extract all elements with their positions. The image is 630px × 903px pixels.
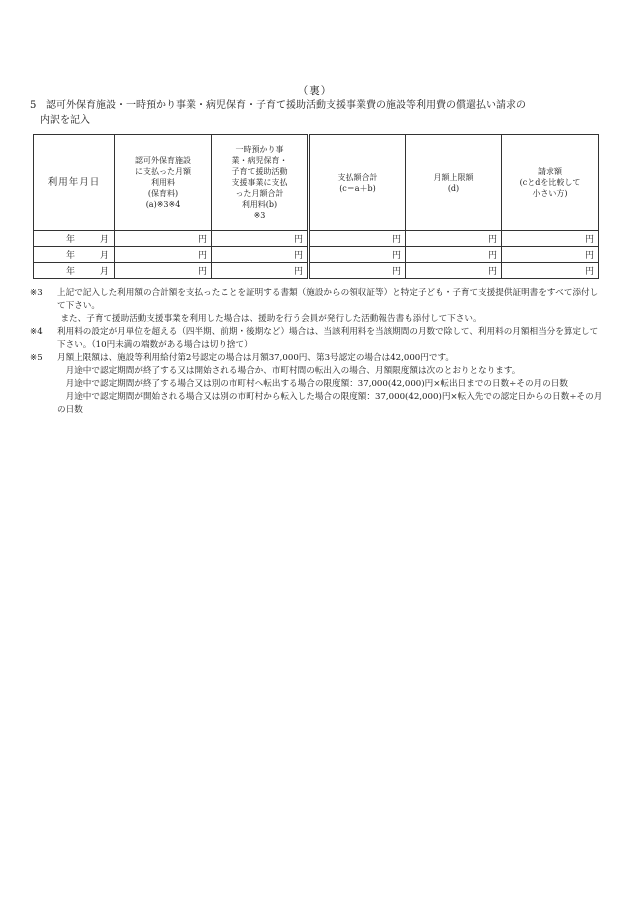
total-c-field[interactable]: 円 — [309, 231, 406, 247]
note-3-line2: また、子育て援助活動支援事業を利用した場合は、援助を行う会員が発行した活動報告書も添付して下さい。 — [60, 314, 482, 324]
usage-year-month-field[interactable]: 年 月 — [34, 231, 115, 247]
note-5-mark: ※5 — [30, 353, 43, 363]
claim-field[interactable]: 円 — [502, 231, 599, 247]
note-5-line4: 月途中で認定期間が開始される場合又は別の市町村から転入した場合の限度額：37,000(42,000)円×転入先での認定日からの日数÷その月の日数 — [57, 392, 603, 415]
usage-year-month-field[interactable]: 年 月 — [34, 247, 115, 263]
fee-a-field[interactable]: 円 — [115, 247, 212, 263]
note-4-line1: 利用料の設定が月単位を超える（四半期、前期・後期など）場合は、当該利用料を当該期間の月数で除して、利用料の月額相当分を算定して下さい。（10円未満の端数がある場合は切り捨て） — [57, 327, 599, 350]
fee-b-field[interactable]: 円 — [212, 231, 309, 247]
total-c-field[interactable]: 円 — [309, 263, 406, 279]
note-3 — [30, 287, 605, 326]
cap-d-field[interactable]: 円 — [406, 231, 502, 247]
header-total-paid: 支払額合計 (c＝a＋b) — [309, 135, 406, 231]
footnotes — [30, 287, 605, 417]
section-title-line2: 内訳を記入 — [40, 115, 90, 126]
note-4-mark: ※4 — [30, 327, 43, 337]
section-5-heading — [30, 98, 605, 128]
total-c-field[interactable]: 円 — [309, 247, 406, 263]
note-5-line2: 月途中で認定期間が終了する又は開始される場合か、市町村間の転出入の場合、月額限度額は次のとおりとなります。 — [65, 366, 521, 376]
fee-b-field[interactable]: 円 — [212, 263, 309, 279]
note-3-line1: 上記で記入した利用額の合計額を支払ったことを証明する書類（施設からの領収証等）と特定子ども・子育て支援提供証明書をすべて添付して下さい。 — [57, 288, 599, 311]
reverse-side-title: （裏） — [297, 85, 333, 97]
header-monthly-cap: 月額上限額 (d) — [406, 135, 502, 231]
claim-field[interactable]: 円 — [502, 247, 599, 263]
table-row — [34, 263, 599, 279]
usage-year-month-field[interactable]: 年 月 — [34, 263, 115, 279]
note-5 — [30, 352, 605, 417]
note-4 — [30, 326, 605, 352]
header-usage-date: 利用年月日 — [34, 135, 115, 231]
note-5-line3: 月途中で認定期間が終了する場合又は別の市町村へ転出する場合の限度額：37,000(42,000)円×転出日までの日数÷その月の日数 — [65, 379, 568, 389]
cap-d-field[interactable]: 円 — [406, 247, 502, 263]
note-5-line1: 月額上限額は、施設等利用給付第2号認定の場合は月額37,000円、第3号認定の場合は42,000円です。 — [57, 353, 454, 363]
cap-d-field[interactable]: 円 — [406, 263, 502, 279]
fee-b-field[interactable]: 円 — [212, 247, 309, 263]
section-number: 5 — [30, 100, 37, 111]
header-temporary-care-fee: 一時預かり事 業・病児保育・ 子育て援助活動 支援事業に支払 った月額合計 利用料(b) ※3 — [212, 135, 309, 231]
fee-a-field[interactable]: 円 — [115, 263, 212, 279]
header-claim-amount: 請求額 (cとdを比較して 小さい方) — [502, 135, 599, 231]
fee-a-field[interactable]: 円 — [115, 231, 212, 247]
table-header-row — [34, 135, 599, 231]
table-row — [34, 247, 599, 263]
note-3-mark: ※3 — [30, 288, 43, 298]
header-unlicensed-fee: 認可外保育施設 に支払った月額 利用料 (保育料) (a)※3※4 — [115, 135, 212, 231]
table-row — [34, 231, 599, 247]
claim-field[interactable]: 円 — [502, 263, 599, 279]
claim-breakdown-table — [33, 134, 599, 279]
section-title-line1: 認可外保育施設・一時預かり事業・病児保育・子育て援助活動支援事業費の施設等利用費の償還払い請求の — [46, 100, 526, 111]
